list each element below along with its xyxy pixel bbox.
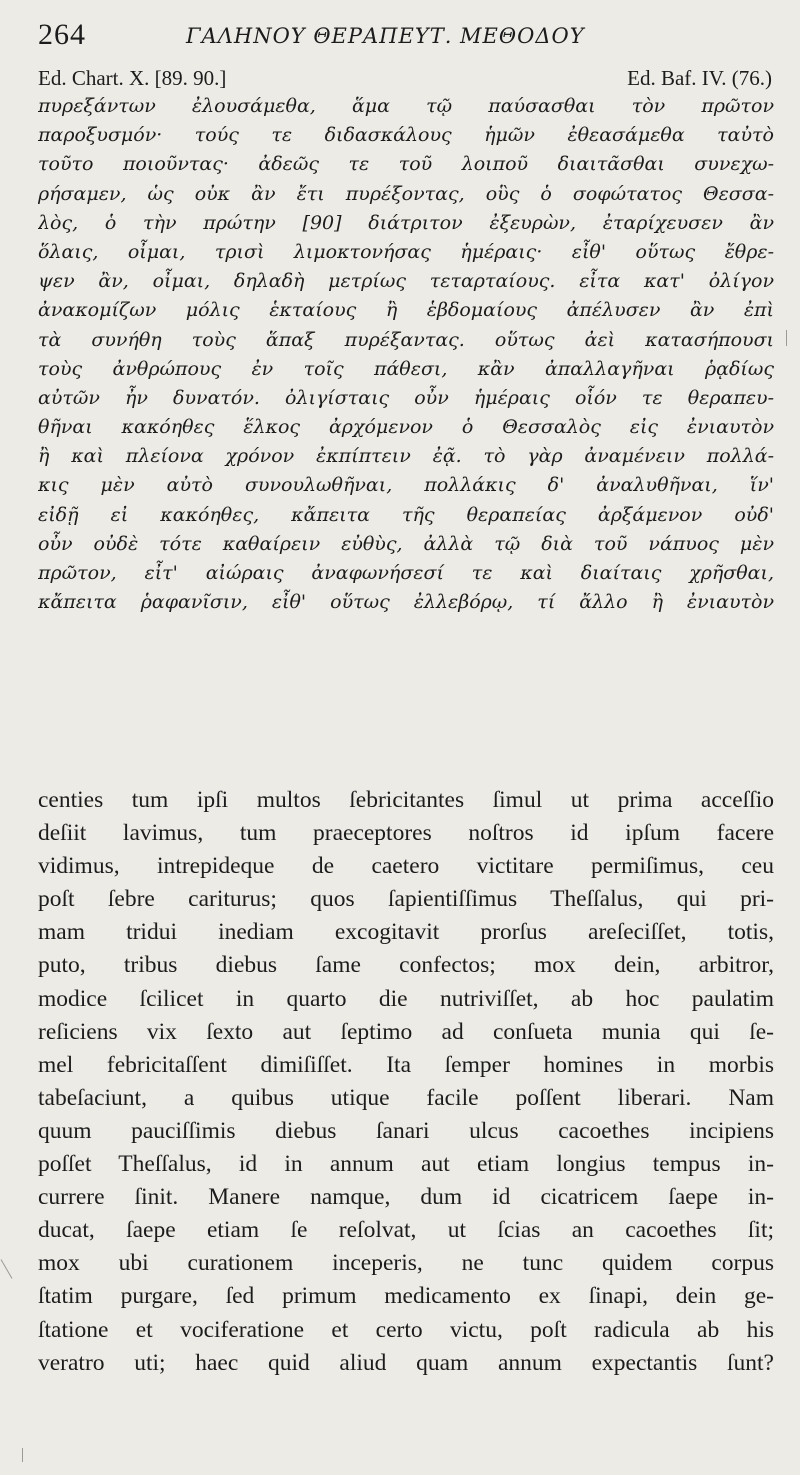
greek-text-line: τὰ συνήθη τοὺς ἅπαξ πυρέξαντας. οὕτως ἀεὶ κατασήπουσι xyxy=(38,328,774,351)
greek-text-line: αὐτῶν ἦν δυνατόν. ὀλιγίσταις οὖν ἡμέραις οἷόν τε θεραπευ- xyxy=(38,386,774,409)
greek-text-line: εἰδῇ εἰ κακόηθες, κἄπειτα τῆς θεραπείας ἀρξάμενον οὐδ' xyxy=(38,503,774,526)
greek-text-line: παροξυσμόν· τούς τε διδασκάλους ἡμῶν ἐθεασάμεθα ταὐτὸ xyxy=(38,124,774,147)
margin-print-mark xyxy=(786,330,787,346)
greek-text-line: ἀνακομίζων μόλις ἑκταίους ἢ ἑβδομαίους ἀπέλυσεν ἂν ἐπὶ xyxy=(38,299,774,322)
edition-basel-reference: Ed. Baf. IV. (76.) xyxy=(627,66,772,90)
latin-text-line: quum pauciſſimis diebus ſanari ulcus cacoethes incipiens xyxy=(38,1117,774,1144)
latin-text-line: veratro uti; haec quid aliud quam annum expectantis ſunt? xyxy=(38,1349,774,1376)
greek-text-line: τοῦτο ποιοῦντας· ἀδεῶς τε τοῦ λοιποῦ διαιτᾶσθαι συνεχω- xyxy=(38,153,774,176)
latin-text-line: mam tridui inediam excogitavit prorſus areſeciſſet, totis, xyxy=(38,919,774,946)
latin-text-line: deſiit lavimus, tum praeceptores noſtros id ipſum facere xyxy=(38,820,774,847)
latin-text-line: reſiciens vix ſexto aut ſeptimo ad conſueta munia qui ſe- xyxy=(38,1018,774,1045)
greek-text-line: ρήσαμεν, ὡς οὐκ ἂν ἔτι πυρέξοντας, οὓς ὁ σοφώτατος Θεσσα- xyxy=(38,182,774,205)
greek-text-line: πρῶτον, εἶτ' αἰώραις ἀναφωνήσεσί τε καὶ διαίταις χρῆσθαι, xyxy=(38,562,774,584)
greek-text-line: ὅλαις, οἶμαι, τρισὶ λιμοκτονήσας ἡμέραις· εἶθ' οὕτως ἔθρε- xyxy=(38,240,774,263)
latin-text-line: puto, tribus diebus ſame confectos; mox dein, arbitror, xyxy=(38,952,774,979)
greek-text-line: οὖν οὐδὲ τότε καθαίρειν εὐθὺς, ἀλλὰ τῷ διὰ τοῦ νάπυος μὲν xyxy=(38,532,774,555)
greek-text-line: λὸς, ὁ τὴν πρώτην [90] διάτριτον ἐξευρὼν, ἐταρίχευσεν ἂν xyxy=(38,211,774,234)
greek-text-line: κἄπειτα ῥαφανῖσιν, εἶθ' οὕτως ἐλλεβόρῳ, τί ἄλλο ἢ ἐνιαυτὸν xyxy=(38,591,774,614)
latin-text-block xyxy=(38,784,774,1380)
latin-text-line: mox ubi curationem inceperis, ne tunc quidem corpus xyxy=(38,1250,774,1277)
margin-print-mark xyxy=(1,1259,13,1279)
running-head xyxy=(38,18,768,58)
latin-text-line: centies tum ipſi multos ſebricitantes ſimul ut prima acceſſio xyxy=(38,787,774,813)
latin-text-line: ſtatim purgare, ſed primum medicamento ex ſinapi, dein ge- xyxy=(38,1283,774,1310)
edition-reference-line xyxy=(38,66,772,92)
greek-text-line: θῆναι κακόηθες ἕλκος ἀρχόμενον ὁ Θεσσαλὸς εἰς ἐνιαυτὸν xyxy=(38,416,774,439)
latin-text-line: ſtatione et vociferatione et certo victu, poſt radicula ab his xyxy=(38,1316,774,1343)
latin-text-line: modice ſcilicet in quarto die nutriviſſet, ab hoc paulatim xyxy=(38,985,774,1012)
greek-text-line: κις μὲν αὐτὸ συνουλωθῆναι, πολλάκις δ' ἀναλυθῆναι, ἵν' xyxy=(38,474,774,497)
page-number: 264 xyxy=(38,18,86,51)
edition-chartier-reference: Ed. Chart. X. [89. 90.] xyxy=(38,66,227,90)
latin-text-line: tabeſaciunt, a quibus utique facile poſſent liberari. Nam xyxy=(38,1084,774,1111)
running-title: ΓΑΛΗΝΟΥ ΘΕΡΑΠΕΥΤ. ΜΕΘΟΔΟΥ xyxy=(186,24,585,48)
latin-text-line: vidimus, intrepideque de caetero victitare permiſimus, ceu xyxy=(38,853,774,880)
latin-text-line: ducat, ſaepe etiam ſe reſolvat, ut ſcias an cacoethes ſit; xyxy=(38,1217,774,1244)
greek-text-line: ψεν ἂν, οἶμαι, δηλαδὴ μετρίως τεταρταίους. εἶτα κατ' ὀλίγον xyxy=(38,270,774,293)
latin-text-line: currere ſinit. Manere namque, dum id cicatricem ſaepe in- xyxy=(38,1184,774,1211)
latin-text-line: mel febricitaſſent dimiſiſſet. Ita ſemper homines in morbis xyxy=(38,1051,774,1078)
margin-print-mark xyxy=(22,1448,23,1462)
greek-text-block xyxy=(38,92,774,617)
greek-text-line: πυρεξάντων ἐλουσάμεθα, ἅμα τῷ παύσασθαι τὸν πρῶτον xyxy=(38,95,774,117)
greek-text-line: τοὺς ἀνθρώπους ἐν τοῖς πάθεσι, κἂν ἀπαλλαγῆναι ῥᾳδίως xyxy=(38,357,774,380)
latin-text-line: poſt ſebre cariturus; quos ſapientiſſimus Theſſalus, qui pri- xyxy=(38,886,774,913)
latin-text-line: poſſet Theſſalus, id in annum aut etiam longius tempus in- xyxy=(38,1151,774,1178)
greek-text-line: ἢ καὶ πλείονα χρόνον ἐκπίπτειν ἐᾷ. τὸ γὰρ ἀναμένειν πολλά- xyxy=(38,445,774,468)
